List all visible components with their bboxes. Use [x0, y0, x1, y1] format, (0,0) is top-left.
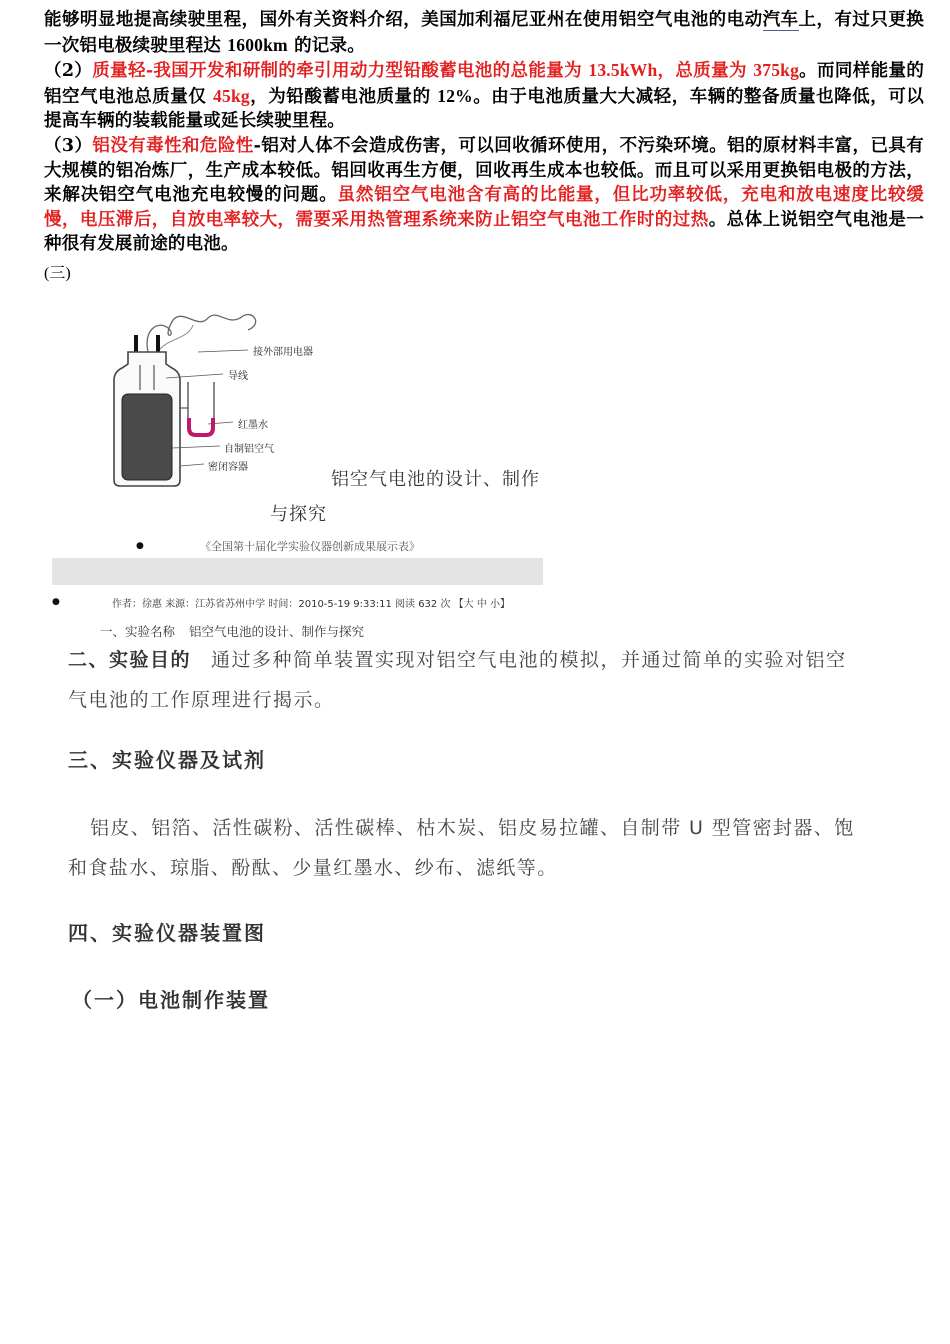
red-text: 质量轻-我国开发和研制的牵引用动力型铅酸蓄电池的总能量为: [92, 61, 582, 82]
text-run: 而同样能量的铝空气电池总质量仅: [44, 61, 925, 107]
energy-value: 13.5kWh: [588, 60, 658, 81]
aluminum-air-cell: [122, 394, 172, 480]
figure-title-line2: 与探究: [270, 504, 327, 525]
reagents-list: 铝皮、铝箔、活性碳粉、活性碳棒、枯木炭、铝皮易拉罐、自制带 U 型管密封器、饱和食盐水、琼脂、酚酞、少量红墨水、纱布、滤纸等。: [68, 817, 855, 879]
intro-text: [44, 8, 924, 257]
article-meta: 作者：徐惠 来源：江苏省苏州中学 时间：2010-5-19 9:33:11 阅读 632 次 【大 中 小】: [112, 599, 510, 610]
text-run: 。由于电池质量大大减轻，车辆的整备质量也降低，可以提高车辆的装载能量或延长续驶里程。: [44, 86, 924, 132]
figure-title-line1: 铝空气电池的设计、制作: [331, 469, 540, 490]
red-ink: [189, 418, 213, 435]
text-run: 能够明显地提高续驶里程，国外有关资料介绍，美国加利福尼亚州在使用铝空气电池的电动: [44, 10, 763, 30]
item-value: 通过多种简单装置实现对铝空气电池的模拟，并通过简单的实验对铝空气电池的工作原理进行揭示。: [68, 649, 847, 711]
paragraph-1: [44, 8, 924, 58]
percent-value: 12%: [437, 85, 473, 106]
section-marker: (三): [44, 265, 71, 282]
heading-diagram: 四、实验仪器装置图: [68, 921, 266, 945]
heading-apparatus: 三、实验仪器及试剂: [68, 748, 266, 772]
paragraph-3: [44, 134, 924, 257]
figure-source: 《全国第十届化学实验仪器创新成果展示表》: [200, 540, 420, 553]
item-label: 二、实验目的: [68, 649, 192, 671]
text-run: 。: [799, 61, 818, 82]
label-self-made-cell: 自制铝空气: [224, 444, 274, 455]
underlined-word: 汽车: [762, 10, 799, 30]
item-number: （2）: [44, 61, 93, 82]
label-sealed-container: 密闭容器: [208, 462, 248, 473]
mass-value: 375kg: [753, 60, 800, 81]
aluminum-mass-value: 45kg: [213, 85, 250, 106]
item-value: 铝空气电池的设计、制作与探究: [189, 624, 365, 639]
leader-line: [180, 464, 204, 466]
label-external-device: 接外部用电器: [253, 347, 313, 358]
gray-bar: [52, 558, 543, 585]
paragraph-2: [44, 58, 924, 134]
text-run: 的记录。: [294, 35, 365, 56]
embedded-figure: [48, 290, 548, 620]
bullet-icon: ●: [52, 597, 60, 607]
label-red-ink: 红墨水: [238, 420, 268, 431]
wire-curl: [158, 325, 193, 352]
text-run: ，为铅酸蓄电池质量的: [249, 86, 431, 107]
experiment-name: [100, 622, 364, 640]
item-number: （3）: [44, 135, 93, 156]
bullet-icon: ●: [136, 541, 144, 551]
u-tube: [188, 382, 214, 436]
text-run: 。总体上说铝空气电池是一种很有发展前途的电池。: [44, 209, 924, 255]
heading-battery-setup: （一）电池制作装置: [72, 988, 270, 1012]
text-run: -铝对人体不会造成伤害，可以回收循环使用，不污染环境。铝的原材料丰富，已具有大规模的铝冶炼厂，生产成本较低。铝回收再生方便，回收再生成本也较低。而且可以采用更换铝电极的方法，来解决铝空气电池充电较慢的问题。: [44, 135, 924, 206]
mileage-value: 1600km: [227, 34, 288, 55]
experiment-purpose: [68, 640, 858, 720]
red-text: 铝没有毒性和危险性: [92, 135, 254, 156]
leader-line: [198, 350, 248, 352]
red-text: 虽然铝空气电池含有高的比能量，但比功率较低，充电和放电速度比较缓慢，电压滞后，自放电率较大，需要采用热管理系统来防止铝空气电池工作时的过热: [44, 185, 924, 230]
item-label: 一、实验名称: [100, 624, 176, 639]
red-text: ，总质量为: [657, 61, 747, 82]
label-wire: 导线: [228, 371, 248, 382]
text-run: 上，有过只更换一次铝电极续驶里程达: [44, 10, 925, 56]
